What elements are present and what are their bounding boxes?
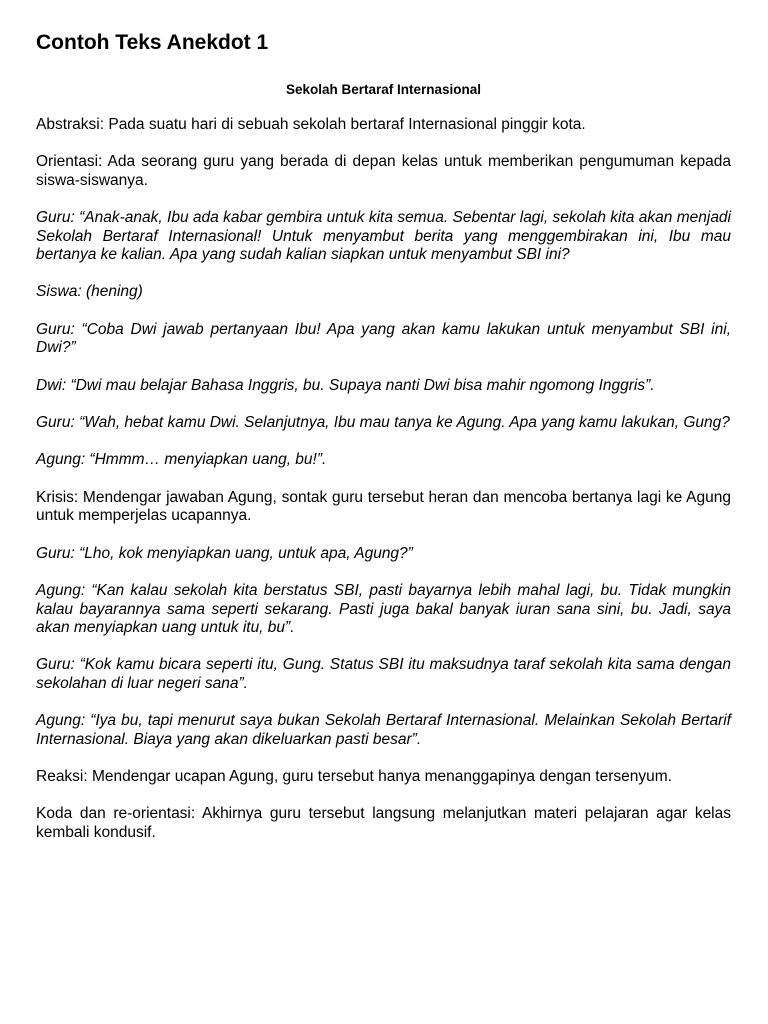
paragraph-abstraksi: Abstraksi: Pada suatu hari di sebuah sekolah bertaraf Internasional pinggir kota. (36, 116, 586, 133)
paragraph-koda: Koda dan re-orientasi: Akhirnya guru tersebut langsung melanjutkan materi pelajaran agar kelas kembali kondusif. (36, 805, 731, 841)
dialogue-guru-1: Guru: “Anak-anak, Ibu ada kabar gembira untuk kita semua. Sebentar lagi, sekolah kita akan menjadi Sekolah Bertaraf Internasional! Untuk menyambut berita yang menggembirakan ini, Ibu mau bertanya ke kalian. Apa yang sudah kalian siapkan untuk menyambut SBI ini? (36, 209, 731, 264)
dialogue-guru-5: Guru: “Kok kamu bicara seperti itu, Gung. Status SBI itu maksudnya taraf sekolah kita sama dengan sekolahan di luar negeri sana”. (36, 656, 731, 692)
dialogue-agung-3: Agung: “Iya bu, tapi menurut saya bukan Sekolah Bertaraf Internasional. Melainkan Sekolah Bertarif Internasional. Biaya yang akan dikeluarkan pasti besar”. (36, 712, 731, 748)
dialogue-siswa: Siswa: (hening) (36, 283, 143, 301)
dialogue-dwi: Dwi: “Dwi mau belajar Bahasa Inggris, bu. Supaya nanti Dwi bisa mahir ngomong Inggris”. (36, 376, 655, 394)
story-title: Sekolah Bertaraf Internasional (285, 82, 482, 97)
dialogue-guru-3: Guru: “Wah, hebat kamu Dwi. Selanjutnya, Ibu mau tanya ke Agung. Apa yang kamu lakukan, Gung? (36, 414, 730, 432)
paragraph-reaksi: Reaksi: Mendengar ucapan Agung, guru tersebut hanya menanggapinya dengan tersenyum. (36, 767, 672, 785)
dialogue-agung-1: Agung: “Hmmm… menyiapkan uang, bu!”. (36, 451, 327, 469)
dialogue-agung-2: Agung: “Kan kalau sekolah kita berstatus SBI, pasti bayarnya lebih mahal lagi, bu. Tidak mungkin kalau bayarannya sama seperti sekarang. Pasti juga bakal banyak iuran sana sini, bu. Jadi, saya akan menyiapkan uang untuk itu, bu”. (36, 582, 731, 636)
paragraph-orientasi: Orientasi: Ada seorang guru yang berada di depan kelas untuk memberikan pengumuman kepada siswa-siswanya. (36, 153, 731, 189)
document-page (36, 30, 731, 861)
dialogue-guru-2: Guru: “Coba Dwi jawab pertanyaan Ibu! Apa yang akan kamu lakukan untuk menyambut SBI ini, Dwi?” (36, 320, 731, 357)
paragraph-krisis: Krisis: Mendengar jawaban Agung, sontak guru tersebut heran dan mencoba bertanya lagi ke Agung untuk memperjelas ucapannya. (36, 488, 731, 525)
dialogue-guru-4: Guru: “Lho, kok menyiapkan uang, untuk apa, Agung?” (36, 544, 413, 562)
document-title: Contoh Teks Anekdot 1 (36, 31, 269, 54)
